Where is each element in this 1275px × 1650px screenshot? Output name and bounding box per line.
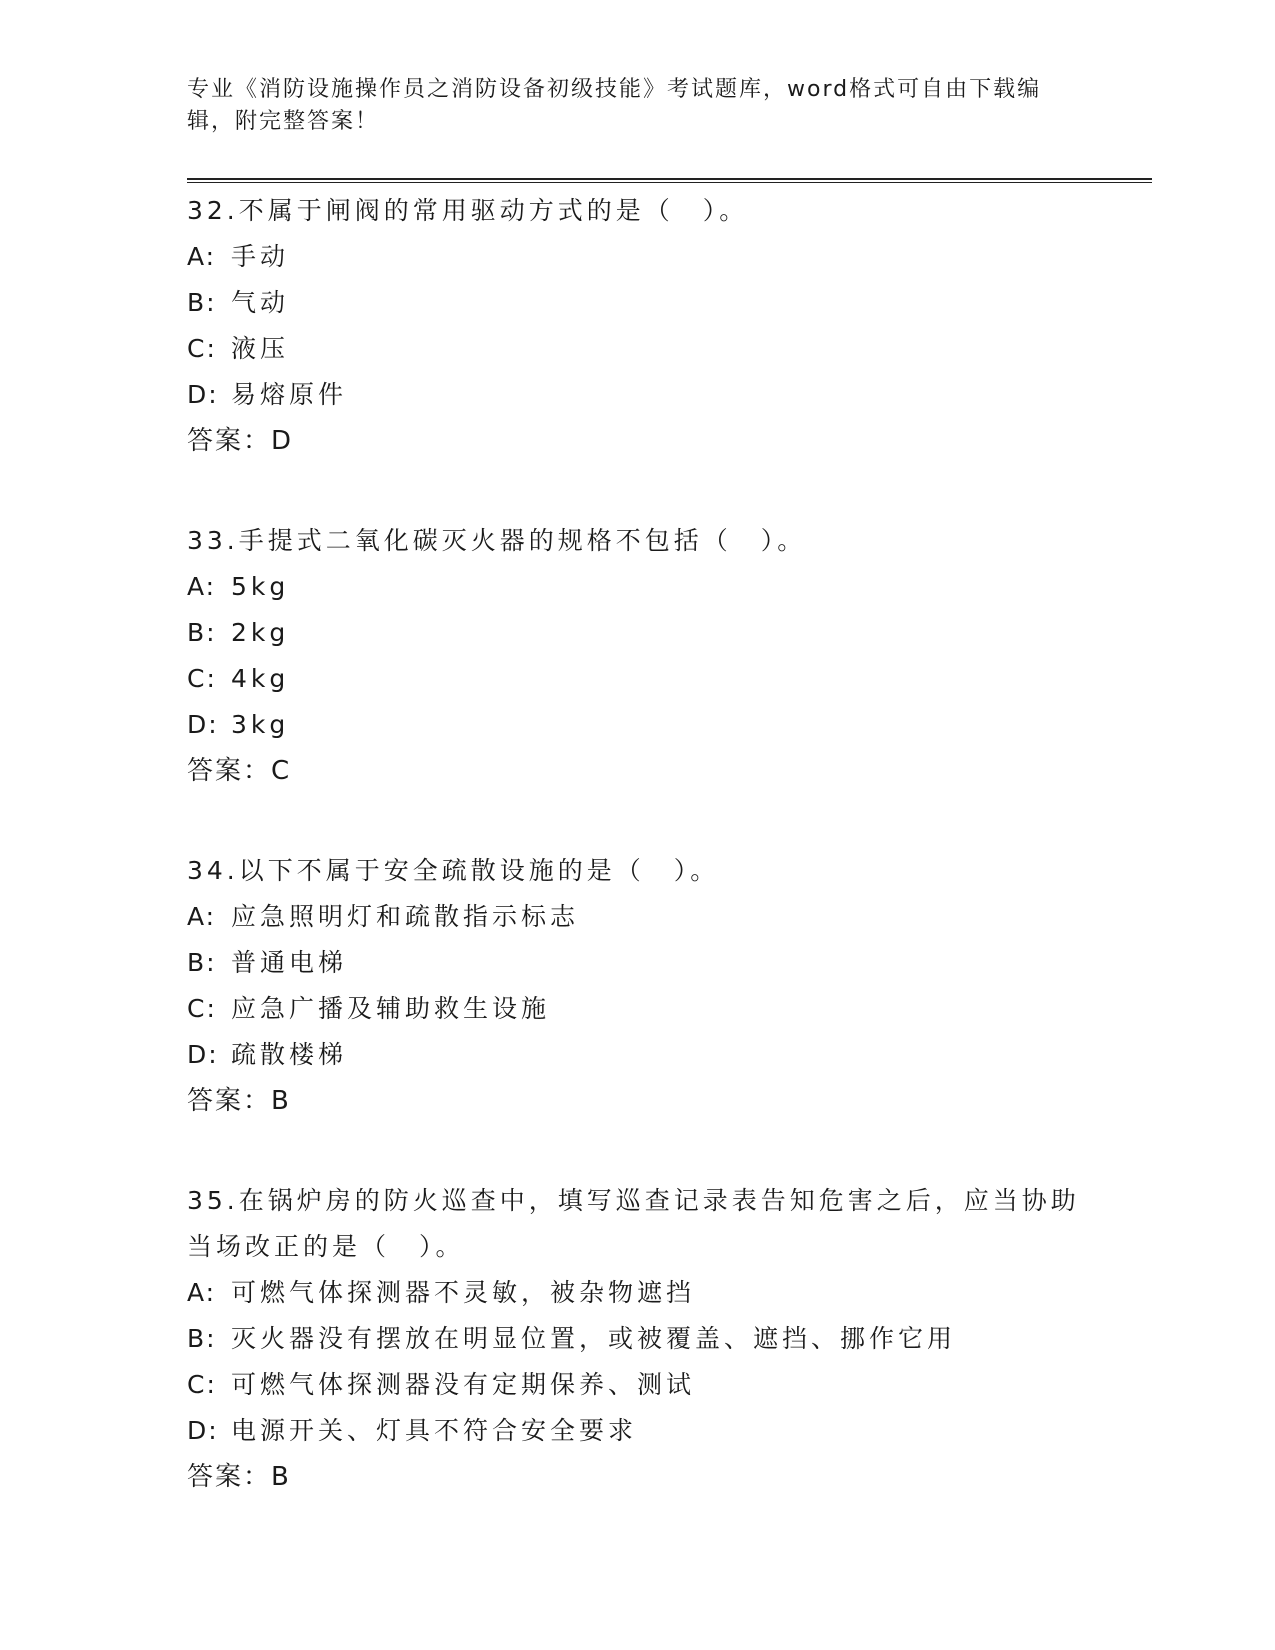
option-a bbox=[187, 234, 1087, 280]
option-b bbox=[187, 610, 1087, 656]
option-key: D: bbox=[187, 1040, 219, 1069]
option-d bbox=[187, 702, 1087, 748]
option-text: 电源开关、灯具不符合安全要求 bbox=[231, 1416, 638, 1445]
header-note: 专业《消防设施操作员之消防设备初级技能》考试题库，word格式可自由下载编辑，附完整答案！ bbox=[187, 77, 1042, 134]
option-key: A: bbox=[187, 1278, 217, 1307]
option-key: A: bbox=[187, 242, 217, 271]
option-a bbox=[187, 1270, 1087, 1316]
question-35 bbox=[187, 1178, 1087, 1500]
option-key: C: bbox=[187, 334, 217, 363]
option-text: 3kg bbox=[231, 710, 290, 739]
option-text: 气动 bbox=[231, 288, 290, 317]
answer-line: 答案：B bbox=[187, 1462, 291, 1492]
option-key: D: bbox=[187, 380, 219, 409]
option-b bbox=[187, 1316, 1087, 1362]
option-text: 2kg bbox=[231, 618, 290, 647]
option-text: 5kg bbox=[231, 572, 290, 601]
option-d bbox=[187, 1032, 1087, 1078]
option-key: C: bbox=[187, 1370, 217, 1399]
option-c bbox=[187, 986, 1087, 1032]
question-34 bbox=[187, 848, 1087, 1124]
option-text: 疏散楼梯 bbox=[231, 1040, 348, 1069]
option-b bbox=[187, 280, 1087, 326]
option-a bbox=[187, 894, 1087, 940]
option-b bbox=[187, 940, 1087, 986]
option-text: 普通电梯 bbox=[231, 948, 348, 977]
option-text: 可燃气体探测器不灵敏，被杂物遮挡 bbox=[231, 1278, 696, 1307]
option-text: 液压 bbox=[231, 334, 290, 363]
answer-line: 答案：B bbox=[187, 1086, 291, 1116]
option-c bbox=[187, 1362, 1087, 1408]
option-key: D: bbox=[187, 710, 219, 739]
option-key: B: bbox=[187, 948, 217, 977]
question-stem: 34.以下不属于安全疏散设施的是（ ）。 bbox=[187, 856, 720, 885]
option-text: 灭火器没有摆放在明显位置，或被覆盖、遮挡、挪作它用 bbox=[231, 1324, 957, 1353]
option-text: 应急照明灯和疏散指示标志 bbox=[231, 902, 580, 931]
option-c bbox=[187, 326, 1087, 372]
option-text: 应急广播及辅助救生设施 bbox=[231, 994, 551, 1023]
option-key: B: bbox=[187, 1324, 217, 1353]
option-text: 4kg bbox=[231, 664, 290, 693]
option-key: B: bbox=[187, 288, 217, 317]
option-key: C: bbox=[187, 664, 217, 693]
question-list bbox=[187, 188, 1087, 1554]
option-a bbox=[187, 564, 1087, 610]
option-text: 易熔原件 bbox=[231, 380, 348, 409]
question-stem: 35.在锅炉房的防火巡查中，填写巡查记录表告知危害之后，应当协助当场改正的是（ ）。 bbox=[187, 1186, 1080, 1261]
option-key: B: bbox=[187, 618, 217, 647]
header-divider bbox=[187, 178, 1152, 183]
question-stem: 32.不属于闸阀的常用驱动方式的是（ ）。 bbox=[187, 196, 749, 225]
question-stem: 33.手提式二氧化碳灭火器的规格不包括（ ）。 bbox=[187, 526, 807, 555]
option-text: 可燃气体探测器没有定期保养、测试 bbox=[231, 1370, 696, 1399]
option-key: D: bbox=[187, 1416, 219, 1445]
option-d bbox=[187, 372, 1087, 418]
answer-line: 答案：C bbox=[187, 756, 292, 786]
option-key: C: bbox=[187, 994, 217, 1023]
option-key: A: bbox=[187, 902, 217, 931]
question-32 bbox=[187, 188, 1087, 464]
answer-line: 答案：D bbox=[187, 426, 294, 456]
option-key: A: bbox=[187, 572, 217, 601]
option-d bbox=[187, 1408, 1087, 1454]
option-c bbox=[187, 656, 1087, 702]
option-text: 手动 bbox=[231, 242, 290, 271]
question-33 bbox=[187, 518, 1087, 794]
